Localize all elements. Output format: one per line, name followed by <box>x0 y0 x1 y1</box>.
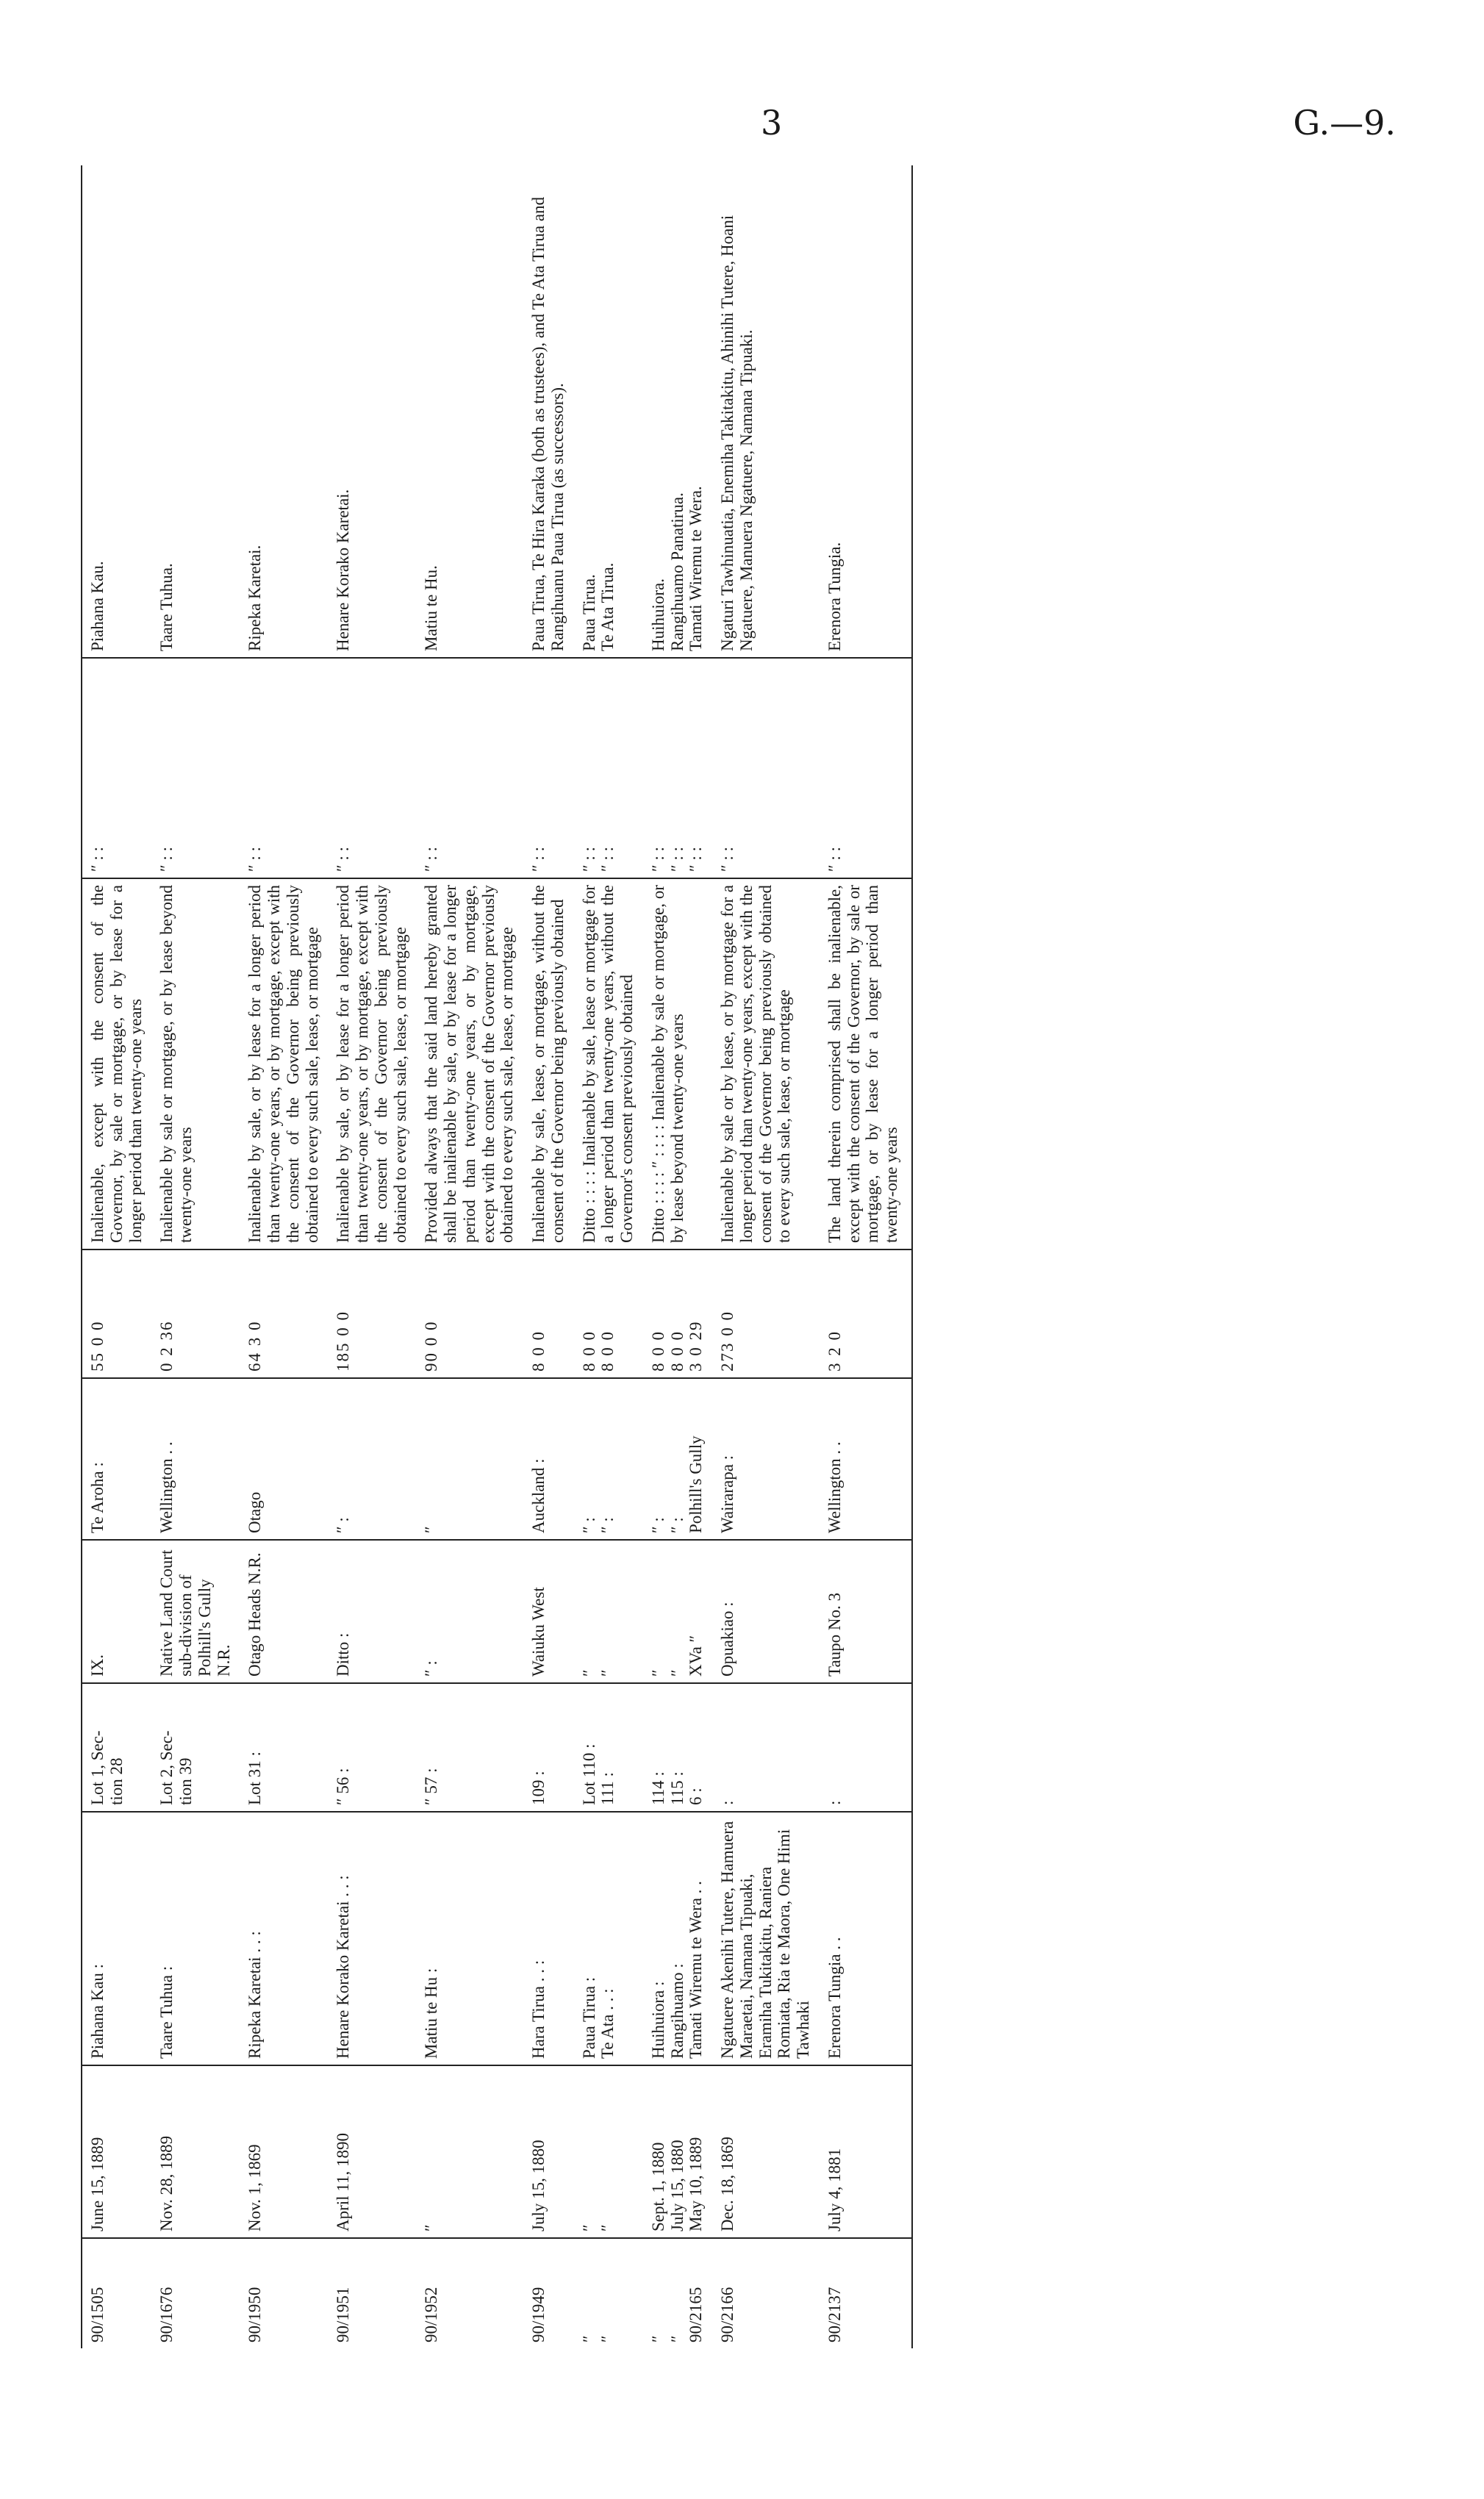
block-cell: ″ : <box>420 1540 527 1683</box>
grant-date-cell: Nov. 1, 1869 <box>243 2065 331 2238</box>
grantee-name-cell: Piahana Kau : <box>82 1812 155 2065</box>
area-cell: 64 3 0 <box>243 1250 331 1378</box>
area-cell: 273 0 0 <box>716 1250 823 1378</box>
registered-proprietor-cell: Matiu te Hu. <box>420 165 527 658</box>
lot-section-cell: Lot 110 : 111 : <box>578 1683 647 1812</box>
grant-number-cell: 90/1949 <box>529 2287 548 2342</box>
registered-proprietor-cell: Ripeka Karetai. <box>243 165 331 658</box>
grant-number-cell: 90/2166 <box>718 2287 736 2342</box>
district-cell: ″ <box>420 1378 527 1540</box>
ditto-marks-cell: ″ : : ″ : : ″ : : <box>647 790 716 878</box>
district-cell: Wairarapa : <box>716 1378 823 1540</box>
registered-proprietor-cell: Henare Korako Karetai. <box>331 165 420 658</box>
table-row <box>420 165 527 2348</box>
lot-section-cell: Lot 2, Sec- tion 39 <box>155 1683 243 1812</box>
grant-number-cell: 90/1950 <box>245 2287 265 2342</box>
registered-proprietor-cell: Huihuiora. Rangihuamo Panatirua. Tamati Wiremu te Wera. <box>647 165 716 658</box>
grant-date-cell: ″ <box>420 2065 527 2238</box>
page-number: 3 <box>761 103 783 143</box>
table-row <box>716 165 823 2348</box>
lot-section-cell: ″ 56 : <box>331 1683 420 1812</box>
grantee-name-cell: Ripeka Karetai . . : <box>243 1812 331 2065</box>
grantee-name-cell: Taare Tuhua : <box>155 1812 243 2065</box>
restriction-cell: Inalienable by sale, or by lease for a longer period than twenty-one years, or by mortgage, except with the consent of the Governor being previously obtained to every such sale, lease, or mortgage <box>243 878 331 1250</box>
area-cell: 3 2 0 <box>823 1250 912 1378</box>
restriction-cell: Inalienable, except with the consent of the Governor, by sale or mortgage, or by lease for a longer period than twenty-one years <box>82 878 155 1250</box>
grant-number-cell: 90/1505 <box>88 2287 107 2342</box>
registered-proprietor-cell: Taare Tuhua. <box>155 165 243 658</box>
table-row <box>243 165 331 2348</box>
district-cell: Wellington . . <box>823 1378 912 1540</box>
district-cell: Te Aroha : <box>82 1378 155 1540</box>
district-cell: Otago <box>243 1378 331 1540</box>
grantee-name-cell: Henare Korako Karetai . . : <box>331 1812 420 2065</box>
table-row <box>82 165 155 2348</box>
registered-proprietor-cell: Erenora Tungia. <box>823 165 912 658</box>
block-cell: IX. <box>82 1540 155 1683</box>
block-cell: Ditto : <box>331 1540 420 1683</box>
restriction-cell: Provided always that the said land hereby granted shall be inalienable by sale, or by lease for a longer period than twenty-one years, or by mortgage, except with the consent of the Governor previously obtained to every such sale, lease, or mortgage <box>420 878 527 1250</box>
grant-date-cell: Sept. 1, 1880 July 15, 1880 May 10, 1889 <box>647 2065 716 2238</box>
grant-number-cell: 90/1952 <box>422 2287 441 2342</box>
restriction-cell: Inalienable by sale or mortgage, or by lease beyond twenty-one years <box>155 878 243 1250</box>
area-cell: 8 0 0 <box>527 1250 578 1378</box>
grantee-name-cell: Paua Tirua : Te Ata . . : <box>578 1812 647 2065</box>
district-cell: ″ : <box>331 1378 420 1540</box>
restriction-cell: The land therein comprised shall be inalienable, except with the consent of the Governor, by sale or mortgage, or by lease for a longer period than twenty-one years <box>823 878 912 1250</box>
rotated-register-table-wrapper <box>81 165 1404 2348</box>
table-row <box>331 165 420 2348</box>
table-row <box>527 165 578 2348</box>
ditto-marks-cell: ″ : : ″ : : <box>578 790 647 878</box>
ditto-marks-cell: ″ : : <box>82 790 155 878</box>
table-row <box>155 165 243 2348</box>
block-cell: ″ ″ XVa ″ <box>647 1540 716 1683</box>
district-cell: Wellington . . <box>155 1378 243 1540</box>
area-cell: 0 2 36 <box>155 1250 243 1378</box>
grantee-name-cell: Huihuiora : Rangihuamo : Tamati Wiremu te Wera . . <box>647 1812 716 2065</box>
ditto-marks-cell: ″ : : <box>331 790 420 878</box>
block-cell: ″ ″ <box>578 1540 647 1683</box>
grant-date-cell: July 15, 1880 <box>527 2065 578 2238</box>
report-code: G.—9. <box>1293 103 1396 143</box>
block-cell: Taupo No. 3 <box>823 1540 912 1683</box>
ditto-marks-cell: ″ : : <box>823 790 912 878</box>
table-row <box>647 165 716 2348</box>
restriction-cell: Inalienable by sale or by lease, or by mortgage for a longer period than twenty-one years, except with the consent of the Governor being previously obtained to every such sale, lease, or mortgage <box>716 878 823 1250</box>
grant-number-cell: ″ ″ <box>579 2335 617 2342</box>
ditto-marks-cell: ″ : : <box>155 790 243 878</box>
block-cell: Waiuku West <box>527 1540 578 1683</box>
registered-proprietor-cell: Ngaturi Tawhinuatia, Enemiha Takitakitu, Ahinihi Tutere, Hoani Ngatuere, Manuera Ngatuere, Namana Tipuaki. <box>716 165 823 658</box>
district-cell: ″ : ″ : <box>578 1378 647 1540</box>
lot-section-cell: Lot 31 : <box>243 1683 331 1812</box>
area-cell: 8 0 0 8 0 0 <box>578 1250 647 1378</box>
grant-date-cell: June 15, 1889 <box>82 2065 155 2238</box>
lot-section-cell: ″ 57 : <box>420 1683 527 1812</box>
table-row <box>578 165 647 2348</box>
restriction-cell: Ditto : : : : ″ : : : : Inalienable by sale or mortgage, or by lease beyond twenty-one years <box>647 878 716 1250</box>
block-cell: Native Land Court sub-division of Polhill's Gully N.R. <box>155 1540 243 1683</box>
district-cell: Auckland : <box>527 1378 578 1540</box>
grant-date-cell: Dec. 18, 1869 <box>716 2065 823 2238</box>
ditto-marks-cell: ″ : : <box>420 790 527 878</box>
grantee-name-cell: Ngatuere Akenihi Tutere, Hamuera Maraetai, Namana Tipuaki, Eramiha Tukitakitu, Raniera Romiata, Ria te Maora, One Himi Tawhaki <box>716 1812 823 2065</box>
ditto-marks-cell: ″ : : <box>243 790 331 878</box>
grant-date-cell: Nov. 28, 1889 <box>155 2065 243 2238</box>
grantee-name-cell: Matiu te Hu : <box>420 1812 527 2065</box>
grant-number-cell: 90/2137 <box>825 2287 844 2342</box>
block-cell: Opuakiao : <box>716 1540 823 1683</box>
registered-proprietor-cell: Paua Tirua. Te Ata Tirua. <box>578 165 647 658</box>
grant-date-cell: April 11, 1890 <box>331 2065 420 2238</box>
grant-date-cell: July 4, 1881 <box>823 2065 912 2238</box>
lot-section-cell: 109 : <box>527 1683 578 1812</box>
restriction-cell: Inalienable by sale, or by lease for a longer period than twenty-one years, or by mortgage, except with the consent of the Governor being previously obtained to every such sale, lease, or mortgage <box>331 878 420 1250</box>
ditto-marks-cell: ″ : : <box>527 790 578 878</box>
lot-section-cell: : <box>823 1683 912 1812</box>
lot-section-cell: Lot 1, Sec- tion 28 <box>82 1683 155 1812</box>
restriction-cell: Ditto : : : : Inalienable by sale, lease or mortgage for a longer period than twenty-one years, without the Governor's consent previously obtained <box>578 878 647 1250</box>
grantee-name-cell: Hara Tirua . . : <box>527 1812 578 2065</box>
restriction-cell: Inalienable by sale, lease, or mortgage, without the consent of the Governor being previously obtained <box>527 878 578 1250</box>
grant-date-cell: ″ ″ <box>578 2065 647 2238</box>
grantee-name-cell: Erenora Tungia . . <box>823 1812 912 2065</box>
grant-number-cell: 90/1676 <box>157 2287 176 2342</box>
grant-number-cell: ″ ″ 90/2165 <box>648 2287 706 2342</box>
table-row <box>823 165 912 2348</box>
lot-section-cell: : <box>716 1683 823 1812</box>
ditto-marks-cell: ″ : : <box>716 790 823 878</box>
area-cell: 90 0 0 <box>420 1250 527 1378</box>
area-cell: 8 0 0 8 0 0 3 0 29 <box>647 1250 716 1378</box>
area-cell: 185 0 0 <box>331 1250 420 1378</box>
registered-proprietor-cell: Piahana Kau. <box>82 165 155 658</box>
block-cell: Otago Heads N.R. <box>243 1540 331 1683</box>
lot-section-cell: 114 : 115 : 6 : <box>647 1683 716 1812</box>
registered-proprietor-cell: Paua Tirua, Te Hira Karaka (both as trustees), and Te Ata Tirua and Rangihuanu Paua Tirua (as successors). <box>527 165 578 658</box>
crown-grant-register-table <box>81 165 913 2348</box>
district-cell: ″ : ″ : Polhill's Gully <box>647 1378 716 1540</box>
grant-number-cell: 90/1951 <box>334 2287 353 2342</box>
area-cell: 55 0 0 <box>82 1250 155 1378</box>
